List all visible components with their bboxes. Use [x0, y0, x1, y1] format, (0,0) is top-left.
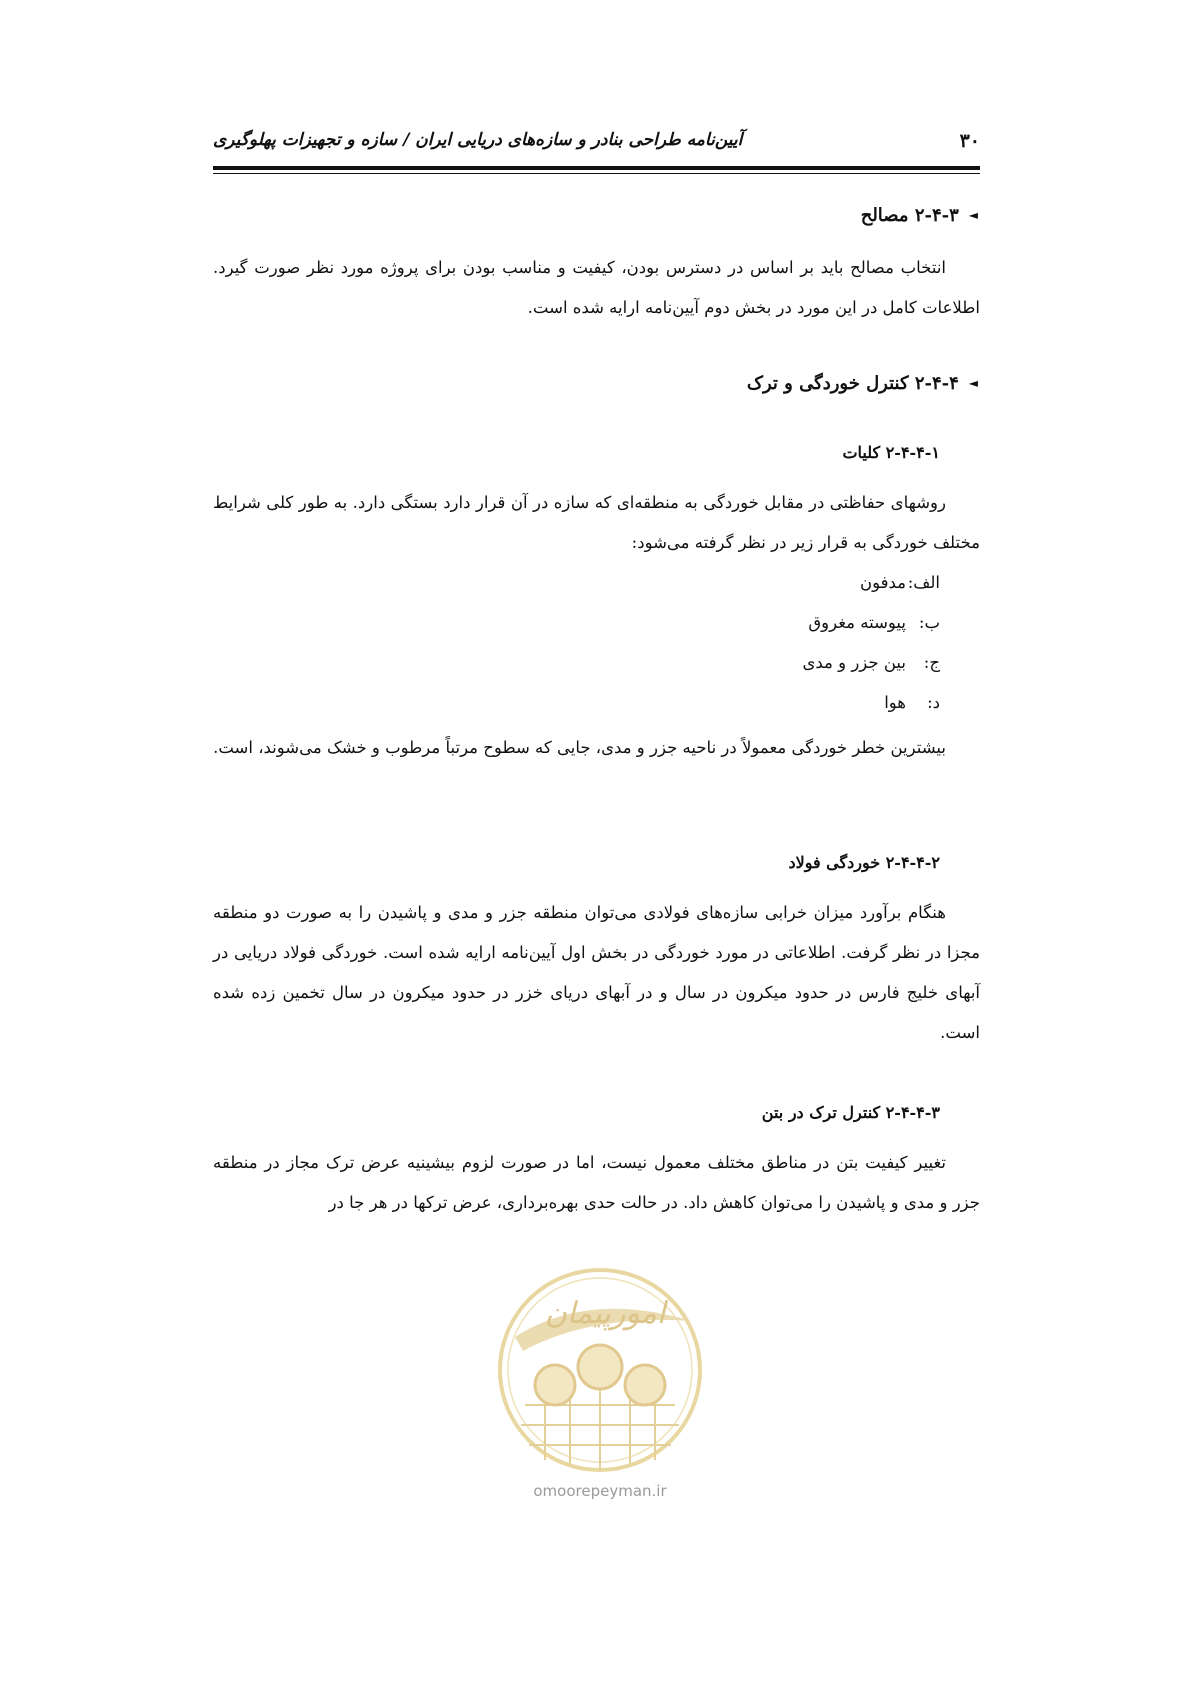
list-label: ب:	[918, 613, 940, 632]
running-title: آیین‌نامه طراحی بنادر و سازه‌های دریایی ایران / سازه و تجهیزات پهلوگیری	[213, 130, 743, 150]
section-heading-corrosion	[747, 373, 978, 394]
page-number: ۳۰	[959, 130, 980, 152]
bullet-icon: ◄	[968, 208, 978, 222]
bullet-icon: ◄	[968, 376, 978, 390]
paragraph-general	[213, 483, 980, 563]
list-label: ج:	[923, 653, 940, 672]
paragraph-steel	[213, 893, 980, 1053]
section-title: ۲-۴-۴ کنترل خوردگی و ترک	[746, 373, 959, 394]
paragraph-text: تغییر کیفیت بتن در مناطق مختلف معمول نیست، اما در صورت لزوم بیشینیه عرض ترک مجاز در منطقه جزر و مدی و پاشیدن را می‌توان کاهش داد. در حالت حدی بهره‌برداری، عرض ترکها در هر جا در	[213, 1153, 980, 1212]
paragraph-text: هنگام برآورد میزان خرابی سازه‌های فولادی می‌توان منطقه جزر و مدی و پاشیدن را به صورت دو منطقه مجزا در نظر گرفت. اطلاعاتی در مورد خوردگی در بخش اول آیین‌نامه ارایه شده است. خوردگی فولاد دریایی در آبهای خلیج فارس در حدود میکرون در سال و در آبهای دریای خزر در حدود میکرون در سال تخمین زده شده است.	[213, 903, 980, 1042]
list-item	[808, 613, 940, 632]
paragraph-risk	[213, 728, 980, 768]
list-text: پیوسته مغروق	[808, 613, 906, 632]
subsection-heading-general: ۲-۴-۴-۱ کلیات	[842, 443, 940, 462]
list-label: الف:	[907, 573, 940, 592]
list-label: د:	[927, 693, 940, 712]
paragraph-text: بیشترین خطر خوردگی معمولاً در ناحیه جزر و مدی، جایی که سطوح مرتباً مرطوب و خشک می‌شوند، است.	[213, 738, 946, 757]
paragraph-text: انتخاب مصالح باید بر اساس در دسترس بودن، کیفیت و مناسب بودن برای پروژه مورد نظر صورت گیرد. اطلاعات کامل در این مورد در بخش دوم آیین‌نامه ارایه شده است.	[213, 258, 980, 317]
watermark-site: omoorepeyman.ir	[533, 1482, 667, 1500]
list-item	[802, 653, 940, 672]
header-rule-thick	[213, 166, 980, 170]
list-text: هوا	[884, 693, 906, 712]
list-item	[884, 693, 940, 712]
list-text: مدفون	[859, 573, 906, 592]
subsection-heading-steel: ۲-۴-۴-۲ خوردگی فولاد	[788, 853, 940, 872]
running-header	[213, 128, 980, 160]
subsection-heading-concrete: ۲-۴-۴-۳ کنترل ترک در بتن	[761, 1103, 940, 1122]
list-item	[860, 573, 940, 592]
paragraph-materials	[213, 248, 980, 328]
paragraph-concrete	[213, 1143, 980, 1223]
section-heading-materials	[861, 205, 978, 226]
section-title: ۲-۴-۳ مصالح	[860, 205, 959, 226]
paragraph-text: روشهای حفاظتی در مقابل خوردگی به منطقه‌ای که سازه در آن قرار دارد بستگی دارد. به طور کلی شرایط مختلف خوردگی به قرار زیر در نظر گرفته می‌شود:	[213, 493, 980, 552]
watermark-logo-text: امورپیمان	[544, 1296, 666, 1331]
header-rule-thin	[213, 173, 980, 174]
watermark-logo	[495, 1265, 705, 1475]
list-text: بین جزر و مدی	[802, 653, 906, 672]
